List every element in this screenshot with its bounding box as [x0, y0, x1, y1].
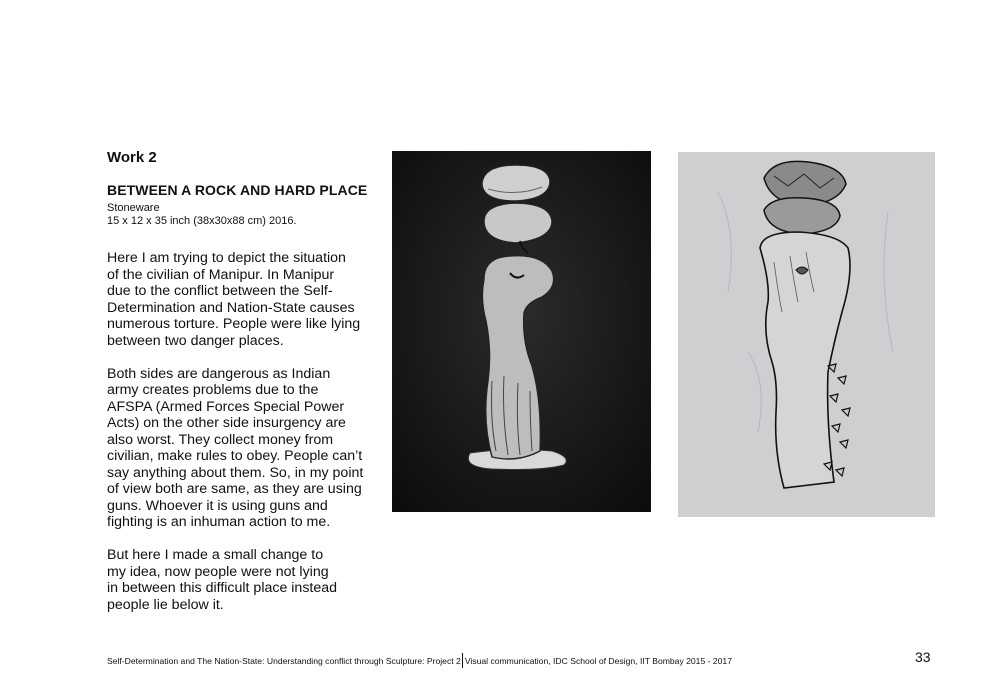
footer-separator	[462, 653, 463, 668]
sculpture-drawing-dark-icon	[392, 151, 651, 512]
dimensions-text: 15 x 12 x 35 inch (38x30x88 cm) 2016.	[107, 215, 297, 227]
sculpture-drawing-dark	[392, 151, 651, 512]
description-text	[107, 250, 382, 630]
sculpture-drawing-light	[678, 152, 935, 517]
work-title: BETWEEN A ROCK AND HARD PLACE	[107, 182, 368, 198]
paragraph-1: Here I am trying to depict the situation of the civilian of Manipur. In Manipur due to the conflict between the Self- Determination and Nation-State causes numerous torture. People were like lying between two danger places.	[107, 250, 361, 349]
sculpture-drawing-light-icon	[678, 152, 935, 517]
footer	[107, 653, 732, 668]
page-number: 33	[915, 649, 931, 665]
material-text: Stoneware	[107, 202, 160, 214]
paragraph-3: But here I made a small change to my idea, now people were not lying in between this difficult place instead people lie below it.	[107, 547, 338, 613]
paragraph-2: Both sides are dangerous as Indian army creates problems due to the AFSPA (Armed Forces Special Power Acts) on the other side insurgency are also worst. They collect money from civilian, make rules to obey. People can’t say anything about them. So, in my point of view both are same, as they are using guns. Whoever it is using guns and fighting is an inhuman action to me.	[107, 365, 364, 530]
work-label: Work 2	[107, 149, 157, 166]
work-meta	[107, 202, 297, 228]
footer-institution: Visual communication, IDC School of Design, IIT Bombay 2015 - 2017	[464, 655, 732, 666]
footer-project-title: Self-Determination and The Nation-State: Understanding conflict through Sculpture: Project 2	[107, 655, 461, 666]
